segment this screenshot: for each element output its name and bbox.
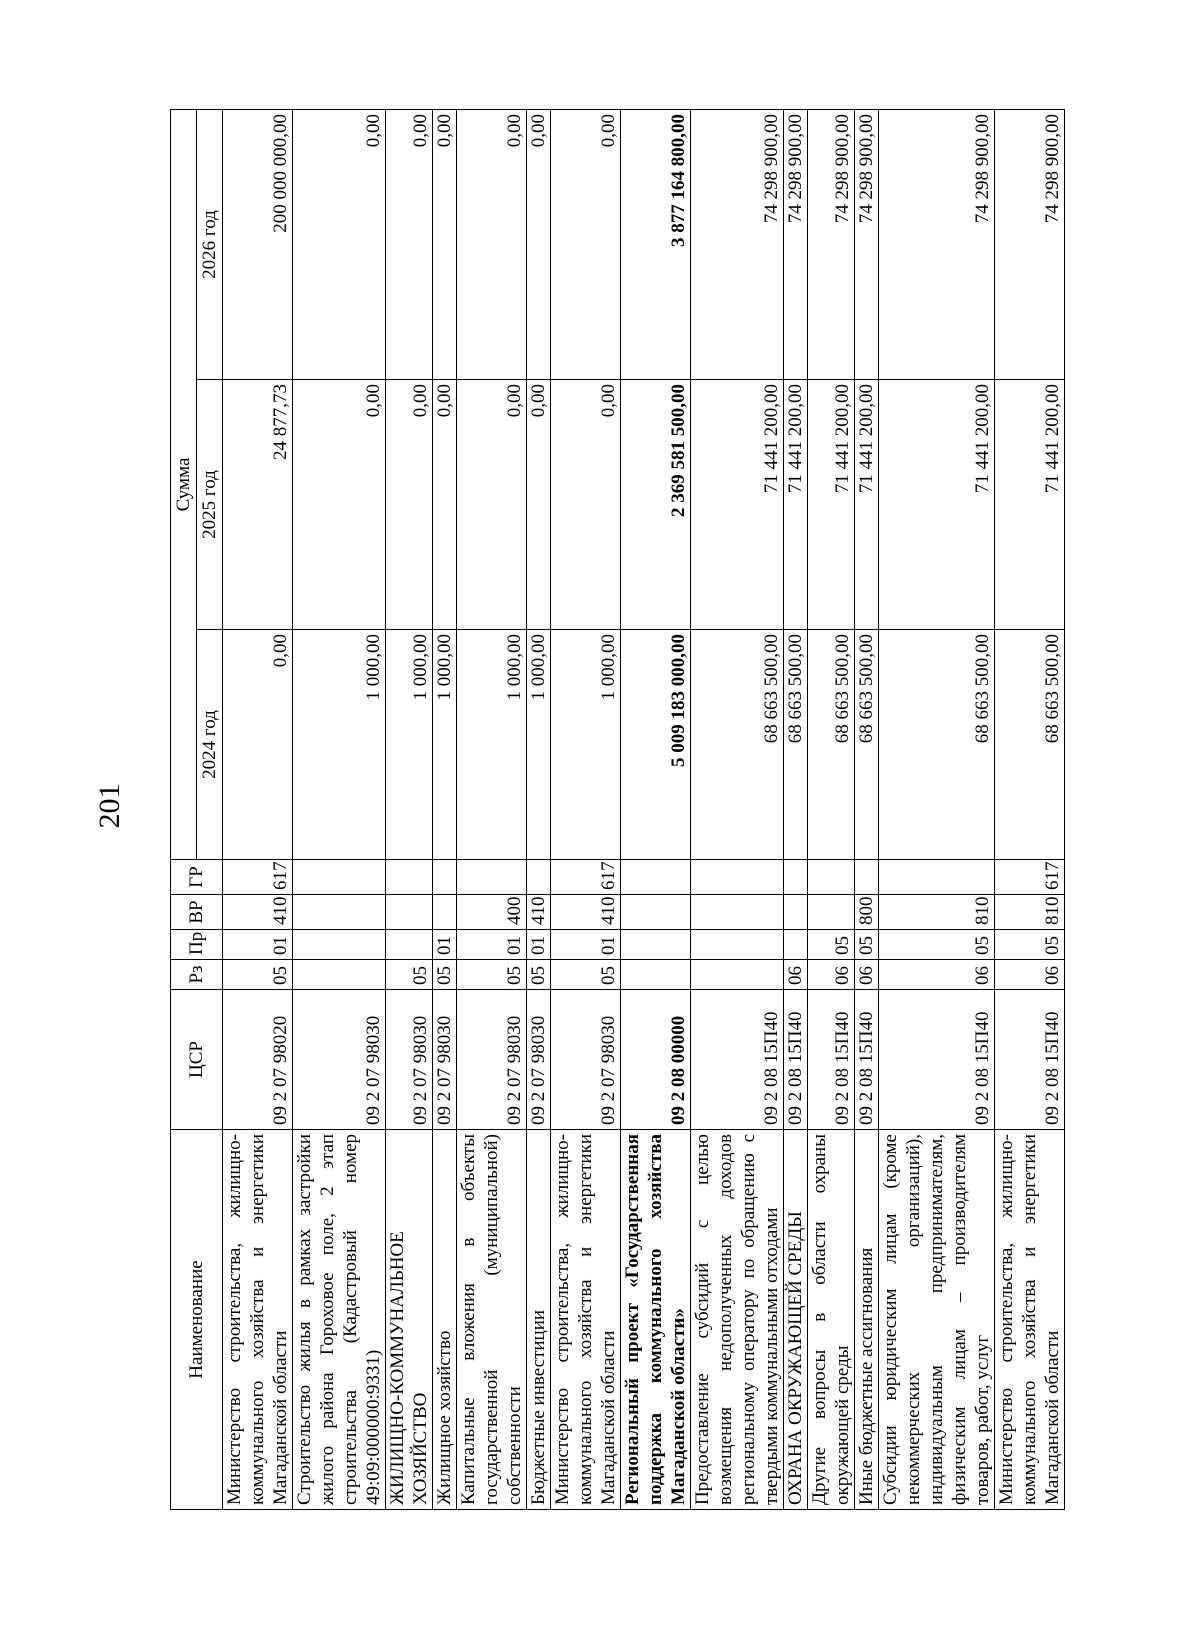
- vr-cell: [386, 895, 433, 930]
- gr-cell: [855, 860, 879, 895]
- amount-2025-cell: 71 441 200,00: [808, 380, 855, 630]
- table-row: [527, 110, 551, 1510]
- amount-2026-cell: 0,00: [457, 110, 527, 380]
- pr-cell: 01: [433, 930, 457, 960]
- rz-cell: [293, 960, 386, 990]
- csr-cell: 09 2 08 15П40: [995, 990, 1065, 1130]
- amount-2025-cell: 0,00: [551, 380, 621, 630]
- amount-2024-cell: 1 000,00: [386, 630, 433, 860]
- rz-cell: 06: [995, 960, 1065, 990]
- csr-cell: 09 2 07 98030: [386, 990, 433, 1130]
- header-csr: ЦСР: [171, 990, 223, 1130]
- name-cell: Министерство строительства, жилищно-коммунального хозяйства и энергетики Магаданской области: [995, 1130, 1065, 1510]
- amount-2024-cell: 1 000,00: [551, 630, 621, 860]
- gr-cell: [691, 860, 784, 895]
- pr-cell: 01: [223, 930, 293, 960]
- amount-2025-cell: 24 877,73: [223, 380, 293, 630]
- gr-cell: 617: [995, 860, 1065, 895]
- vr-cell: [691, 895, 784, 930]
- amount-2026-cell: 74 298 900,00: [808, 110, 855, 380]
- rz-cell: 05: [223, 960, 293, 990]
- amount-2026-cell: 74 298 900,00: [784, 110, 808, 380]
- amount-2024-cell: 1 000,00: [527, 630, 551, 860]
- amount-2024-cell: 68 663 500,00: [784, 630, 808, 860]
- amount-2025-cell: 2 369 581 500,00: [621, 380, 691, 630]
- amount-2025-cell: 71 441 200,00: [855, 380, 879, 630]
- amount-2024-cell: 68 663 500,00: [855, 630, 879, 860]
- rz-cell: 06: [879, 960, 995, 990]
- pr-cell: [691, 930, 784, 960]
- table-row: [691, 110, 784, 1510]
- name-cell: Министерство строительства, жилищно-коммунального хозяйства и энергетики Магаданской области: [223, 1130, 293, 1510]
- table-row: [995, 110, 1065, 1510]
- table-row: [855, 110, 879, 1510]
- name-cell: Жилищное хозяйство: [433, 1130, 457, 1510]
- amount-2024-cell: 0,00: [223, 630, 293, 860]
- csr-cell: 09 2 07 98030: [551, 990, 621, 1130]
- rz-cell: 05: [551, 960, 621, 990]
- rz-cell: 06: [784, 960, 808, 990]
- table-row: [551, 110, 621, 1510]
- name-cell: ОХРАНА ОКРУЖАЮЩЕЙ СРЕДЫ: [784, 1130, 808, 1510]
- vr-cell: [433, 895, 457, 930]
- vr-cell: [293, 895, 386, 930]
- amount-2024-cell: 68 663 500,00: [879, 630, 995, 860]
- header-sum: Сумма: [171, 110, 197, 860]
- pr-cell: 05: [808, 930, 855, 960]
- csr-cell: 09 2 07 98030: [527, 990, 551, 1130]
- rz-cell: 06: [808, 960, 855, 990]
- vr-cell: [808, 895, 855, 930]
- pr-cell: 05: [855, 930, 879, 960]
- amount-2026-cell: 74 298 900,00: [855, 110, 879, 380]
- amount-2026-cell: 0,00: [551, 110, 621, 380]
- gr-cell: [879, 860, 995, 895]
- amount-2026-cell: 3 877 164 800,00: [621, 110, 691, 380]
- gr-cell: 617: [223, 860, 293, 895]
- name-cell: Министерство строительства, жилищно-коммунального хозяйства и энергетики Магаданской области: [551, 1130, 621, 1510]
- rz-cell: 05: [527, 960, 551, 990]
- gr-cell: [457, 860, 527, 895]
- csr-cell: 09 2 08 15П40: [784, 990, 808, 1130]
- amount-2026-cell: 0,00: [293, 110, 386, 380]
- amount-2025-cell: 0,00: [527, 380, 551, 630]
- pr-cell: [386, 930, 433, 960]
- gr-cell: 617: [551, 860, 621, 895]
- gr-cell: [621, 860, 691, 895]
- header-2025: 2025 год: [197, 380, 223, 630]
- csr-cell: 09 2 07 98030: [293, 990, 386, 1130]
- name-cell: Капитальные вложения в объекты государственной (муниципальной) собственности: [457, 1130, 527, 1510]
- header-vr: ВР: [171, 895, 223, 930]
- amount-2025-cell: 71 441 200,00: [784, 380, 808, 630]
- rz-cell: 05: [457, 960, 527, 990]
- amount-2026-cell: 0,00: [433, 110, 457, 380]
- table-body: [223, 110, 1065, 1510]
- header-2024: 2024 год: [197, 630, 223, 860]
- csr-cell: 09 2 07 98030: [457, 990, 527, 1130]
- amount-2026-cell: 74 298 900,00: [879, 110, 995, 380]
- pr-cell: 01: [527, 930, 551, 960]
- vr-cell: [621, 895, 691, 930]
- header-2026: 2026 год: [197, 110, 223, 380]
- table-row: [621, 110, 691, 1510]
- rz-cell: 05: [386, 960, 433, 990]
- gr-cell: [293, 860, 386, 895]
- amount-2025-cell: 0,00: [293, 380, 386, 630]
- header-pr: Пр: [171, 930, 223, 960]
- amount-2025-cell: 0,00: [433, 380, 457, 630]
- name-cell: Бюджетные инвестиции: [527, 1130, 551, 1510]
- pr-cell: 01: [457, 930, 527, 960]
- gr-cell: [433, 860, 457, 895]
- gr-cell: [527, 860, 551, 895]
- amount-2024-cell: 68 663 500,00: [995, 630, 1065, 860]
- amount-2026-cell: 74 298 900,00: [691, 110, 784, 380]
- amount-2024-cell: 5 009 183 000,00: [621, 630, 691, 860]
- rz-cell: 05: [433, 960, 457, 990]
- table-row: [386, 110, 433, 1510]
- table-row: [293, 110, 386, 1510]
- pr-cell: 01: [551, 930, 621, 960]
- vr-cell: 810: [879, 895, 995, 930]
- header-rz: Рз: [171, 960, 223, 990]
- vr-cell: 800: [855, 895, 879, 930]
- name-cell: Иные бюджетные ассигнования: [855, 1130, 879, 1510]
- budget-table: [170, 109, 1065, 1510]
- amount-2024-cell: 68 663 500,00: [691, 630, 784, 860]
- vr-cell: 410: [551, 895, 621, 930]
- vr-cell: [784, 895, 808, 930]
- rz-cell: 06: [855, 960, 879, 990]
- rotated-table-container: [170, 110, 1063, 1510]
- csr-cell: 09 2 08 15П40: [691, 990, 784, 1130]
- gr-cell: [784, 860, 808, 895]
- table-row: [457, 110, 527, 1510]
- amount-2026-cell: 200 000 000,00: [223, 110, 293, 380]
- rz-cell: [621, 960, 691, 990]
- vr-cell: 400: [457, 895, 527, 930]
- pr-cell: [784, 930, 808, 960]
- header-gr: ГР: [171, 860, 223, 895]
- amount-2024-cell: 1 000,00: [457, 630, 527, 860]
- amount-2024-cell: 68 663 500,00: [808, 630, 855, 860]
- vr-cell: 810: [995, 895, 1065, 930]
- csr-cell: 09 2 08 15П40: [808, 990, 855, 1130]
- gr-cell: [808, 860, 855, 895]
- amount-2026-cell: 74 298 900,00: [995, 110, 1065, 380]
- amount-2024-cell: 1 000,00: [293, 630, 386, 860]
- amount-2026-cell: 0,00: [527, 110, 551, 380]
- amount-2025-cell: 0,00: [457, 380, 527, 630]
- pr-cell: [621, 930, 691, 960]
- page-number: 201: [93, 783, 126, 829]
- rz-cell: [691, 960, 784, 990]
- amount-2025-cell: 71 441 200,00: [691, 380, 784, 630]
- pr-cell: 05: [995, 930, 1065, 960]
- table-row: [433, 110, 457, 1510]
- table-row: [223, 110, 293, 1510]
- amount-2026-cell: 0,00: [386, 110, 433, 380]
- name-cell: Другие вопросы в области охраны окружающей среды: [808, 1130, 855, 1510]
- amount-2024-cell: 1 000,00: [433, 630, 457, 860]
- table-row: [808, 110, 855, 1510]
- csr-cell: 09 2 07 98020: [223, 990, 293, 1130]
- name-cell: Субсидии юридическим лицам (кроме некоммерческих организаций), индивидуальным предпринимателям, физическим лицам – производителям товаров, работ, услуг: [879, 1130, 995, 1510]
- name-cell: Строительство жилья в рамках застройки жилого района Гороховое поле, 2 этап строительства (Кадастровый номер 49:09:000000:9331): [293, 1130, 386, 1510]
- pr-cell: 05: [879, 930, 995, 960]
- csr-cell: 09 2 07 98030: [433, 990, 457, 1130]
- name-cell: ЖИЛИЩНО-КОММУНАЛЬНОЕ ХОЗЯЙСТВО: [386, 1130, 433, 1510]
- header-name: Наименование: [171, 1130, 223, 1510]
- vr-cell: 410: [527, 895, 551, 930]
- csr-cell: 09 2 08 15П40: [855, 990, 879, 1130]
- amount-2025-cell: 0,00: [386, 380, 433, 630]
- table-row: [784, 110, 808, 1510]
- amount-2025-cell: 71 441 200,00: [995, 380, 1065, 630]
- vr-cell: 410: [223, 895, 293, 930]
- name-cell: Региональный проект «Государственная поддержка коммунального хозяйства Магаданской области»: [621, 1130, 691, 1510]
- gr-cell: [386, 860, 433, 895]
- name-cell: Предоставление субсидий с целью возмещения недополученных доходов региональному оператору по обращению с твердыми коммунальными отходами: [691, 1130, 784, 1510]
- csr-cell: 09 2 08 00000: [621, 990, 691, 1130]
- table-row: [879, 110, 995, 1510]
- csr-cell: 09 2 08 15П40: [879, 990, 995, 1130]
- amount-2025-cell: 71 441 200,00: [879, 380, 995, 630]
- pr-cell: [293, 930, 386, 960]
